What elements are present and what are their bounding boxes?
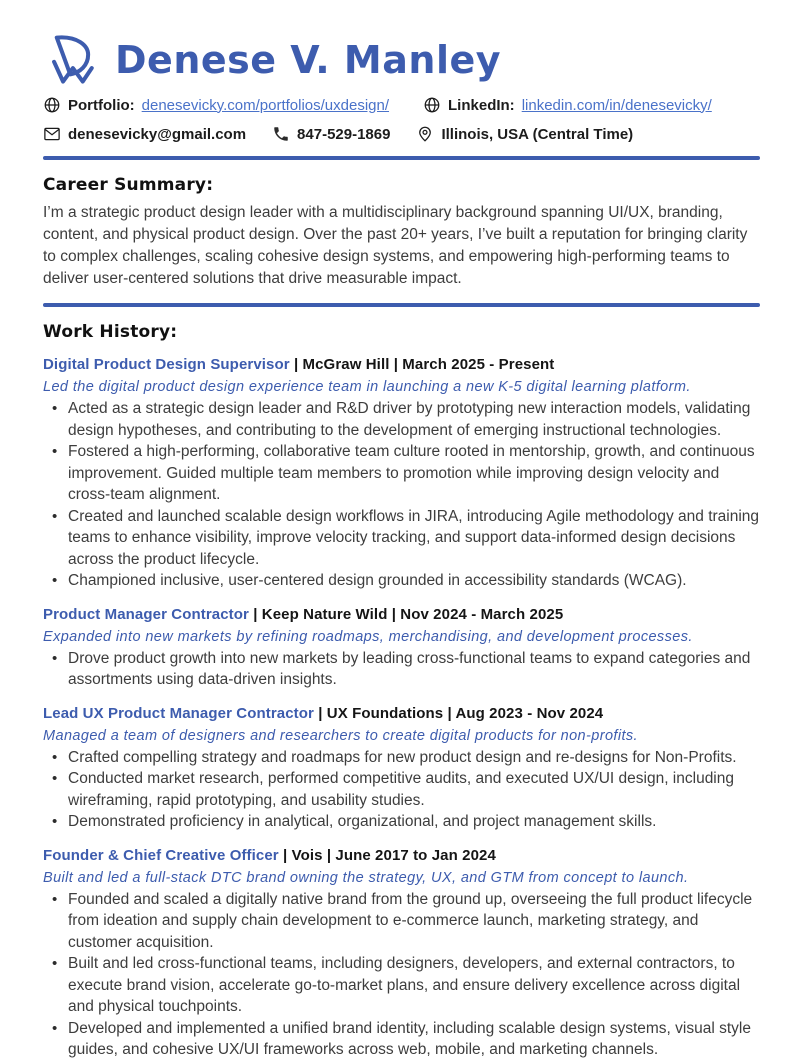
job-meta: | Vois | June 2017 to Jan 2024 [278, 846, 496, 864]
portfolio-link[interactable]: denesevicky.com/portfolios/uxdesign/ [141, 96, 390, 114]
location-contact [416, 125, 633, 143]
job-meta: | UX Foundations | Aug 2023 - Nov 2024 [313, 704, 604, 722]
job-entry [43, 846, 760, 1061]
job-title: Product Manager Contractor [43, 605, 249, 623]
phone-contact [272, 125, 390, 143]
work-history-section [43, 322, 760, 1061]
portfolio-contact [43, 96, 389, 114]
job-meta: | Keep Nature Wild | Nov 2024 - March 2025 [248, 605, 564, 623]
person-name: Denese V. Manley [115, 38, 502, 82]
job-bullet: • Championed inclusive, user-centered design grounded in accessibility standards (WCAG). [43, 570, 760, 592]
job-entry [43, 605, 760, 691]
job-title: Lead UX Product Manager Contractor [43, 704, 314, 722]
job-bullet: • Crafted compelling strategy and roadmaps for new product design and re-designs for Non-Profits. [43, 747, 760, 769]
job-bullet: • Developed and implemented a unified brand identity, including scalable design systems, visual style guides, and cohesive UX/UI frameworks across web, mobile, and marketing channels. [43, 1018, 760, 1061]
job-bullet: • Built and led cross-functional teams, including designers, developers, and external contractors, to execute brand vision, accelerate go-to-market plans, and ensure delivery excellence across digital and physical touchpoints. [43, 953, 760, 1018]
job-bullet-list [43, 648, 760, 691]
career-summary-heading: Career Summary: [43, 175, 214, 195]
globe-icon [43, 96, 61, 114]
header [43, 34, 760, 143]
job-entry [43, 355, 760, 592]
phone-text: 847-529-1869 [297, 125, 391, 143]
dm-monogram-logo-icon [43, 34, 101, 86]
job-title-line [43, 846, 760, 866]
job-title-line [43, 355, 760, 375]
job-bullet-list [43, 889, 760, 1061]
phone-icon [272, 125, 290, 143]
job-title-line [43, 605, 760, 625]
contact-row-links [43, 96, 760, 114]
location-pin-icon [416, 125, 434, 143]
job-subtitle: Managed a team of designers and researchers to create digital products for non-profits. [43, 727, 638, 744]
linkedin-link[interactable]: linkedin.com/in/denesevicky/ [521, 96, 712, 114]
job-title: Digital Product Design Supervisor [43, 356, 290, 373]
job-bullet: • Fostered a high-performing, collaborative team culture rooted in mentorship, growth, and continuous improvement. Guided multiple team members to promotion while improving design velocity and cross-team alignment. [43, 441, 760, 506]
career-summary-section [43, 175, 760, 290]
job-entry [43, 704, 760, 833]
job-subtitle: Expanded into new markets by refining roadmaps, merchandising, and development processes. [43, 628, 693, 645]
job-meta: | McGraw Hill | March 2025 - Present [289, 356, 555, 373]
contact-row-details [43, 125, 760, 143]
job-bullet: • Demonstrated proficiency in analytical, organizational, and project management skills. [43, 811, 760, 833]
job-subtitle: Built and led a full-stack DTC brand owning the strategy, UX, and GTM from concept to launch. [43, 869, 689, 886]
work-history-heading: Work History: [43, 322, 178, 342]
job-title-line [43, 704, 760, 724]
career-summary-body: I’m a strategic product design leader with a multidisciplinary background spanning UI/UX, branding, content, and physical product design. Over the past 20+ years, I’ve built a reputation for bringing clarity to complex challenges, scaling cohesive design systems, and empowering high-performing teams to deliver user-centered solutions that drive measurable impact. [43, 204, 748, 287]
job-bullet: • Conducted market research, performed competitive audits, and executed UX/UI design, including wireframing, rapid prototyping, and usability studies. [43, 768, 760, 811]
job-title: Founder & Chief Creative Officer [43, 846, 279, 864]
email-text: denesevicky@gmail.com [68, 125, 247, 143]
linkedin-contact [423, 96, 712, 114]
name-row [43, 34, 760, 86]
mail-icon [43, 125, 61, 143]
divider [43, 156, 760, 160]
location-text: Illinois, USA (Central Time) [441, 125, 634, 143]
portfolio-label: Portfolio: [68, 96, 135, 114]
email-contact [43, 125, 246, 143]
job-bullet: • Acted as a strategic design leader and R&D driver by prototyping new interaction models, validating design hypotheses, and contributing to the development of emerging instructional technologies. [43, 398, 760, 441]
job-bullet: • Created and launched scalable design workflows in JIRA, introducing Agile methodology and training teams to enhance visibility, improve velocity tracking, and support data-informed design decisions across the product lifecycle. [43, 506, 760, 571]
divider [43, 303, 760, 307]
globe-icon [423, 96, 441, 114]
job-bullet-list [43, 747, 760, 833]
job-bullet: • Drove product growth into new markets by leading cross-functional teams to expand categories and assortments using data-driven insights. [43, 648, 760, 691]
linkedin-label: LinkedIn: [448, 96, 515, 114]
job-bullet-list [43, 398, 760, 592]
job-subtitle: Led the digital product design experience team in launching a new K-5 digital learning platform. [43, 379, 691, 395]
job-bullet: • Founded and scaled a digitally native brand from the ground up, overseeing the full product lifecycle from ideation and supply chain development to e-commerce launch, marketing strategy, and customer acquisition. [43, 889, 760, 954]
